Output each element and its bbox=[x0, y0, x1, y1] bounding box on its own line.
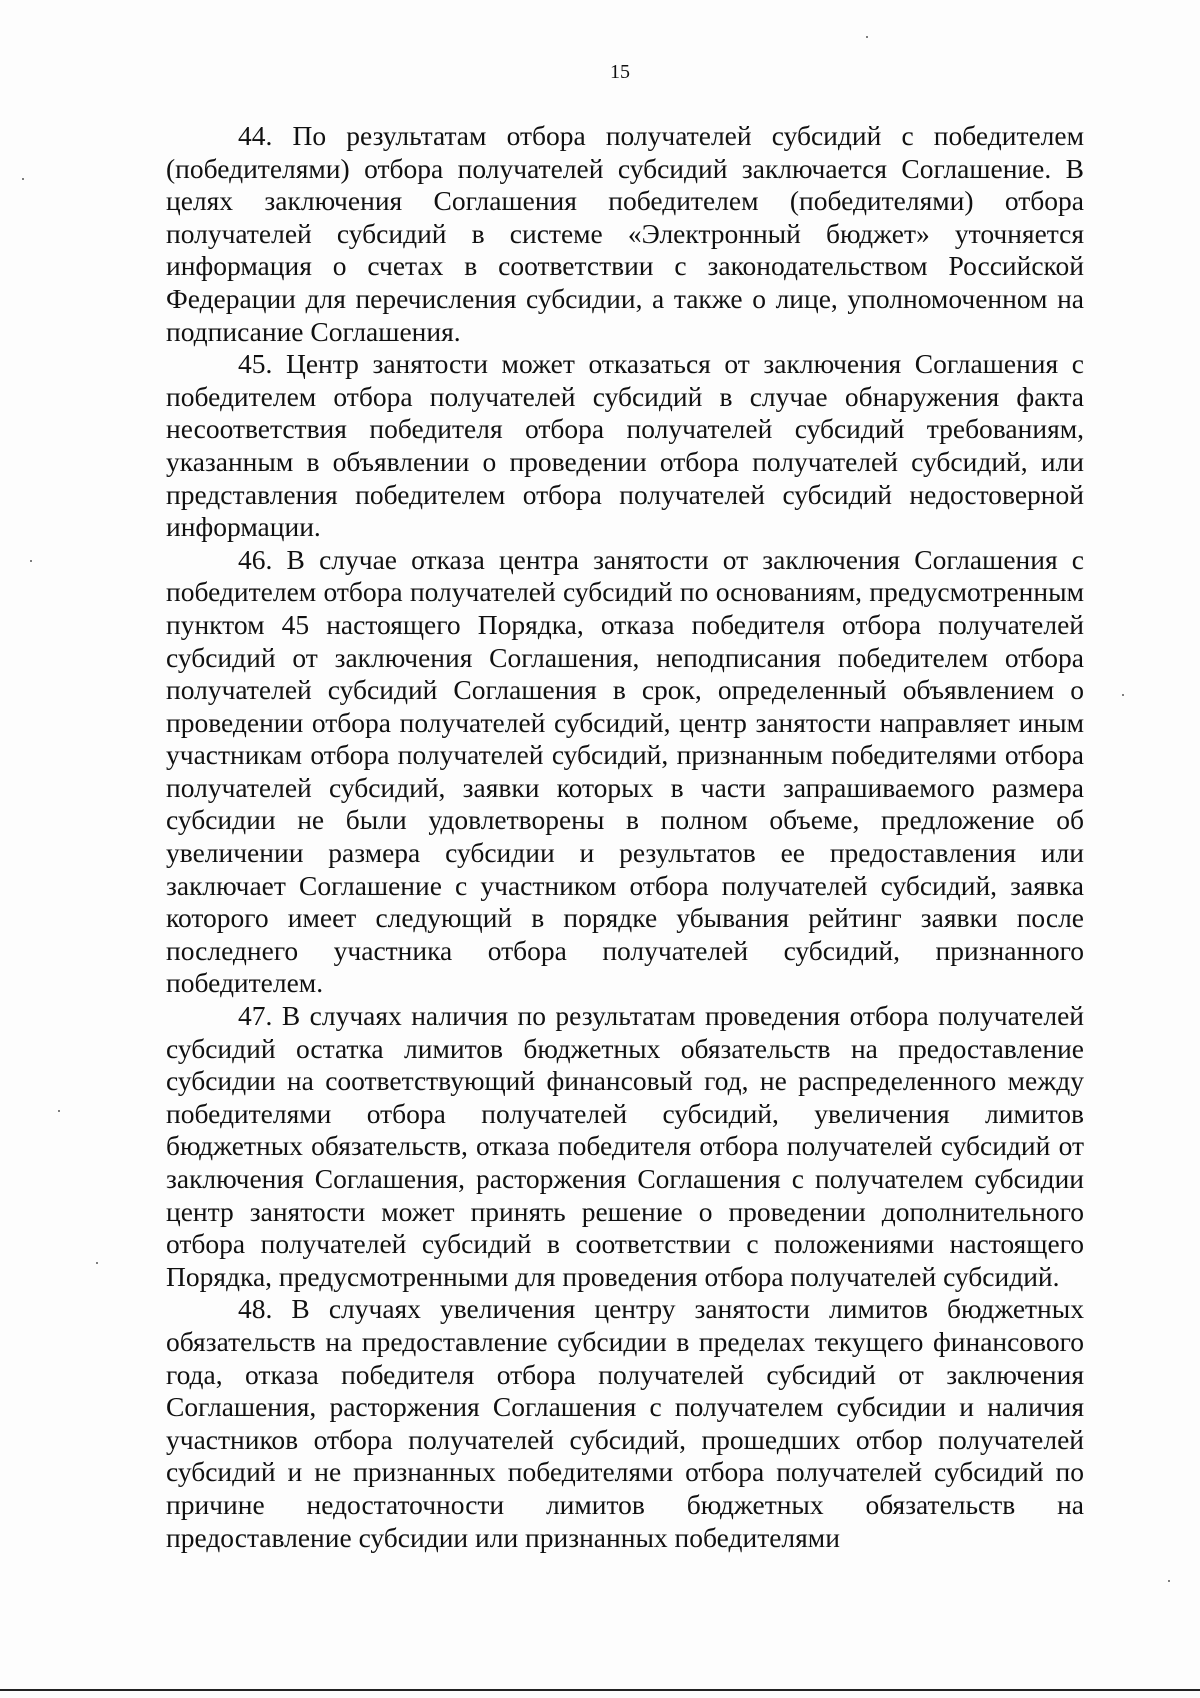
scan-speck bbox=[58, 1110, 60, 1112]
paragraph-48: 48. В случаях увеличения центру занятости лимитов бюджетных обязательств на предоставление субсидии в пределах текущего финансового года, отказа победителя отбора получателей субсидий от заключения Соглашения, расторжения Соглашения с получателем субсидии и наличия участников отбора получателей субсидий, прошедших отбор получателей субсидий и не признанных победителями отбора получателей субсидий по причине недостаточности лимитов бюджетных обязательств на предоставление субсидии или признанных победителями bbox=[166, 1293, 1084, 1553]
scan-speck bbox=[96, 1262, 98, 1264]
scan-speck bbox=[1168, 1580, 1170, 1582]
document-body bbox=[166, 120, 1084, 1554]
scan-speck bbox=[866, 36, 868, 38]
bottom-scan-edge bbox=[0, 1689, 1200, 1691]
scan-speck bbox=[22, 178, 24, 180]
paragraph-44: 44. По результатам отбора получателей субсидий с победителем (победителями) отбора получателей субсидий заключается Соглашение. В целях заключения Соглашения победителем (победителями) отбора получателей субсидий в системе «Электронный бюджет» уточняется информация о счетах в соответствии с законодательством Российской Федерации для перечисления субсидии, а также о лице, уполномоченном на подписание Соглашения. bbox=[166, 120, 1084, 347]
page-number: 15 bbox=[610, 61, 630, 83]
paragraph-47: 47. В случаях наличия по результатам проведения отбора получателей субсидий остатка лимитов бюджетных обязательств на предоставление субсидии на соответствующий финансовый год, не распределенного между победителями отбора получателей субсидий, увеличения лимитов бюджетных обязательств, отказа победителя отбора получателей субсидий от заключения Соглашения, расторжения Соглашения с получателем субсидии центр занятости может принять решение о проведении дополнительного отбора получателей субсидий в соответствии с положениями настоящего Порядка, предусмотренными для проведения отбора получателей субсидий. bbox=[166, 1000, 1084, 1292]
scan-speck bbox=[1122, 694, 1124, 696]
paragraph-45: 45. Центр занятости может отказаться от заключения Соглашения с победителем отбора получателей субсидий в случае обнаружения факта несоответствия победителя отбора получателей субсидий требованиям, указанным в объявлении о проведении отбора получателей субсидий, или представления победителем отбора получателей субсидий недостоверной информации. bbox=[166, 348, 1084, 543]
scan-speck bbox=[30, 560, 32, 562]
paragraph-46: 46. В случае отказа центра занятости от заключения Соглашения с победителем отбора получателей субсидий по основаниям, предусмотренным пунктом 45 настоящего Порядка, отказа победителя отбора получателей субсидий от заключения Соглашения, неподписания победителем отбора получателей субсидий Соглашения в срок, определенный объявлением о проведении отбора получателей субсидий, центр занятости направляет иным участникам отбора получателей субсидий, признанным победителями отбора получателей субсидий, заявки которых в части запрашиваемого размера субсидии не были удовлетворены в полном объеме, предложение об увеличении размера субсидии и результатов ее предоставления или заключает Соглашение с участником отбора получателей субсидий, заявка которого имеет следующий в порядке убывания рейтинг заявки после последнего участника отбора получателей субсидий, признанного победителем. bbox=[166, 543, 1084, 999]
